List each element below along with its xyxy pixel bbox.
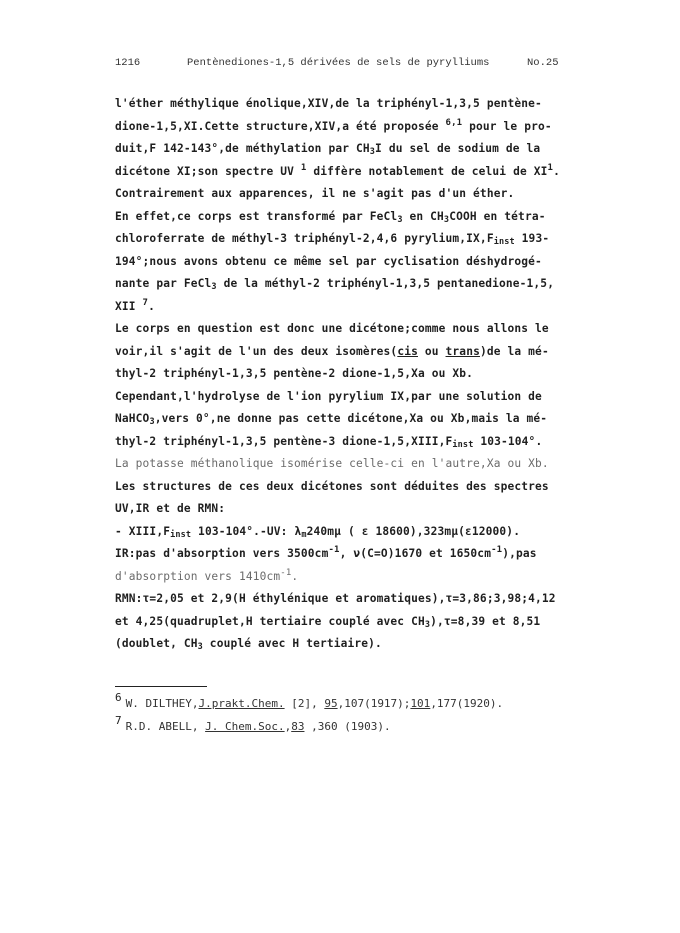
text-line: l'éther méthylique énolique,XIV,de la triphényl-1,3,5 pentène- xyxy=(115,97,542,110)
text-line: chloroferrate de méthyl-3 triphényl-2,4,6 $pyrylium,IX,F_{inst}$ 193- xyxy=(115,232,550,247)
footnote: 7 R.D. ABELL, J. Chem.Soc.,83 ,360 (1903). xyxy=(115,714,391,733)
text-line: et 4,25(quadruplet,H tertiaire couplé avec $CH_3),\tau=8,39$ et 8,51 xyxy=(115,614,541,630)
reference-mark: 1 xyxy=(547,162,554,173)
text-line: d'absorption vers $1410cm^{-1}$. xyxy=(115,567,299,583)
text-line: La potasse méthanolique isomérise celle-ci en l'autre,Xa ou Xb. xyxy=(115,457,549,470)
text-line: RMN:τ=2,05 et 2,9(H éthylénique et aromatiques),τ=3,86;3,98;4,12 xyxy=(115,592,556,605)
text-line: dicétone XI;son spectre UV $^1$ diffère notablement de celui de $XI^1$. xyxy=(115,162,560,178)
text-line: - $XIII,F_{inst}$ 103-104°.-UV: $\lambda_m240m\mu$ ( ε 18600),323mμ(ε12000). xyxy=(115,524,521,540)
text-line: voir,il s'agit de l'un des deux isomères(cis ou trans)de la mé- xyxy=(115,344,549,358)
text-line: Contrairement aux apparences, il ne s'agit pas d'un éther. xyxy=(115,187,515,200)
footnote-mark: 6 xyxy=(115,691,122,704)
text-line: En effet,ce corps est transformé par FeCl$_3$ en $CH_3COOH$ en tétra- xyxy=(115,209,546,225)
running-title: Pentènediones-1,5 dérivées de sels de pyrylliums xyxy=(187,57,490,69)
text-line: NaHCO$_3$,vers 0°,ne donne pas cette dicétone,Xa ou Xb,mais la mé- xyxy=(115,412,548,427)
text-line: Les structures de ces deux dicétones sont déduites des spectres xyxy=(115,479,549,493)
issue-number: No.25 xyxy=(527,57,559,69)
text-line: duit,F 142-143°,de méthylation par $CH_3I$ du sel de sodium de la xyxy=(115,142,541,157)
page-number: 1216 xyxy=(115,57,141,69)
text-line: nante par FeCl$_3$ de la méthyl-2 triphényl-1,3,5 pentanedione-1,5, xyxy=(115,277,555,292)
reference-mark: 6,1 xyxy=(445,117,463,128)
text-line: Cependant,l'hydrolyse de l'ion pyrylium IX,par une solution de xyxy=(115,389,542,403)
footnote-divider xyxy=(115,686,207,687)
footnote: 6 W. DILTHEY,J.prakt.Chem. [2], 95,107(1917);101,177(1920). xyxy=(115,691,504,710)
reference-mark: 7 xyxy=(142,297,149,308)
text-line: XII $^7$. xyxy=(115,297,156,313)
text-line: (doublet, $CH_3$ couplé avec H tertiaire). xyxy=(115,637,382,652)
text-line: dione-1,5,XI.Cette structure,XIV,a été proposée $^{6,1}$ pour le pro- xyxy=(115,117,552,133)
footnote-mark: 7 xyxy=(115,714,122,727)
text-line: IR:pas d'absorption vers $3500cm^{-1}$, ν(C=O)1670 et $1650cm^{-1}),pas$ xyxy=(115,545,537,560)
text-line: Le corps en question est donc une dicétone;comme nous allons le xyxy=(115,322,549,335)
reference-mark: 1 xyxy=(300,162,307,173)
body-text xyxy=(115,93,575,656)
text-line: thyl-2 triphényl-1,3,5 pentène-3 dione-$1,5,XIII,F_{inst}$ 103-104°. xyxy=(115,434,543,450)
text-line: thyl-2 triphényl-1,3,5 pentène-2 dione-1,5,Xa ou Xb. xyxy=(115,367,474,380)
text-line: UV,IR et de RMN: xyxy=(115,502,226,515)
text-line: 194°;nous avons obtenu ce même sel par cyclisation déshydrogé- xyxy=(115,254,542,268)
